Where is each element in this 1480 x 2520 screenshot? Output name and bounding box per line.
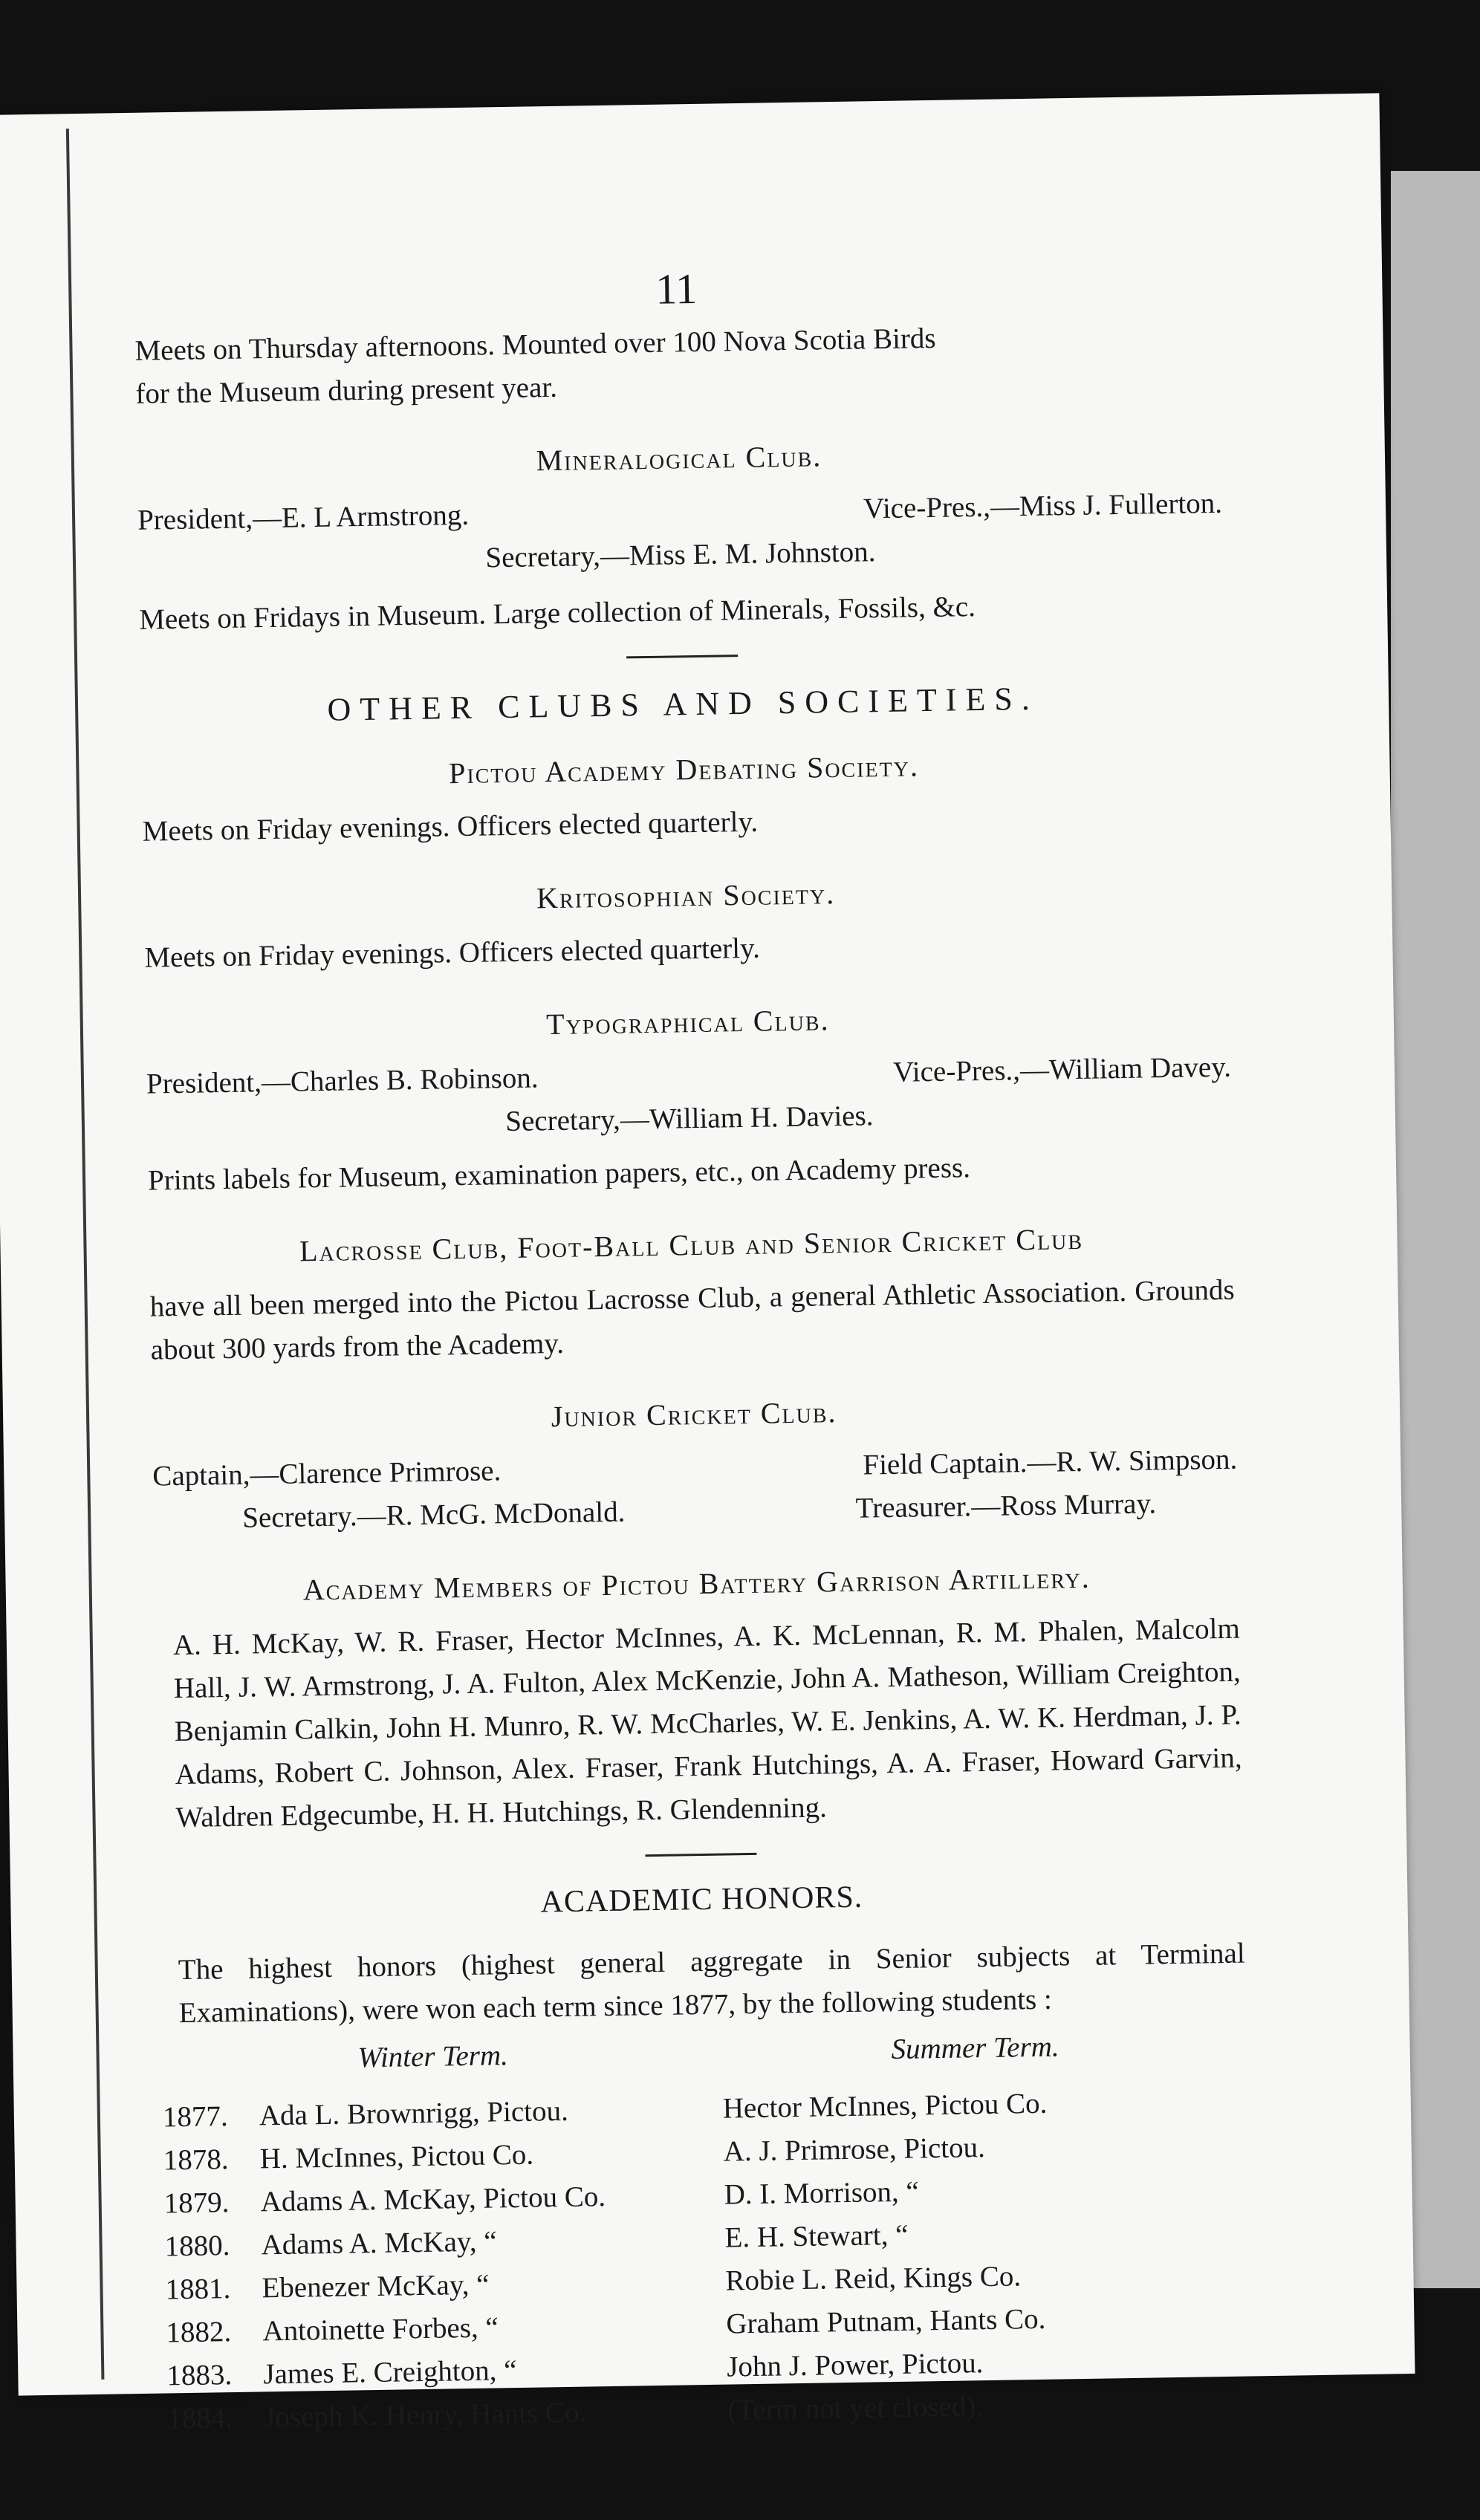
kritosophian-note: Meets on Friday evenings. Officers elected quarterly. bbox=[144, 932, 761, 974]
honor-winner: James E. Creighton, “ bbox=[263, 2354, 517, 2391]
winter-list bbox=[162, 2088, 710, 2441]
summer-honor-row: Hector McInnes, Pictou Co. bbox=[722, 2087, 1048, 2125]
summer-term-heading: Summer Term. bbox=[891, 2030, 1059, 2066]
honor-year: 1882. bbox=[166, 2316, 232, 2349]
honor-year: 1880. bbox=[164, 2230, 230, 2263]
mineralogical-vice: Vice-Pres.,—Miss J. Fullerton. bbox=[863, 487, 1223, 525]
intro-line-2: for the Museum during present year. bbox=[135, 371, 558, 410]
divider bbox=[626, 655, 738, 658]
honors-terms bbox=[161, 2023, 1252, 2441]
junior-cricket-captain: Captain,—Clarence Primrose. bbox=[152, 1455, 502, 1493]
other-clubs-title: OTHER CLUBS AND SOCIETIES. bbox=[327, 680, 1039, 728]
mineralogical-note: Meets on Fridays in Museum. Large collection of Minerals, Fossils, &c. bbox=[138, 591, 976, 636]
mineralogical-president: President,—E. L Armstrong. bbox=[137, 499, 470, 536]
summer-honor-row: A. J. Primrose, Pictou. bbox=[723, 2131, 986, 2168]
debating-note: Meets on Friday evenings. Officers elected quarterly. bbox=[142, 805, 759, 848]
typographical-heading: Typographical Club. bbox=[545, 1003, 830, 1042]
page-number: 11 bbox=[655, 264, 698, 314]
honor-year: 1878. bbox=[163, 2143, 229, 2177]
honors-title: ACADEMIC HONORS. bbox=[540, 1880, 863, 1920]
honor-winner: Adams A. McKay, “ bbox=[261, 2225, 497, 2261]
honor-year: 1879. bbox=[163, 2186, 230, 2220]
lacrosse-text: have all been merged into the Pictou Lacrosse Club, a general Athletic Association. Grounds about 300 yards from the Academy. bbox=[149, 1273, 1235, 1366]
junior-cricket-field-captain: Field Captain.—R. W. Simpson. bbox=[863, 1443, 1238, 1481]
summer-honor-row: D. I. Morrison, “ bbox=[724, 2175, 920, 2211]
junior-cricket-secretary: Secretary.—R. McG. McDonald. bbox=[241, 1496, 626, 1534]
summer-honor-row: E. H. Stewart, “ bbox=[724, 2218, 909, 2254]
junior-cricket-treasurer: Treasurer.—Ross Murray. bbox=[855, 1487, 1157, 1524]
honor-winner: H. McInnes, Pictou Co. bbox=[259, 2138, 534, 2175]
summer-honor-row: Robie L. Reid, Kings Co. bbox=[725, 2260, 1022, 2297]
artillery-heading: Academy Members of Pictou Battery Garrison Artillery. bbox=[302, 1560, 1091, 1607]
honors-intro: The highest honors (highest general aggregate in Senior subjects at Terminal Examinations), were won each term since 1877, by the following students : bbox=[178, 1937, 1245, 2030]
lacrosse-heading: Lacrosse Club, Foot-Ball Club and Senior Cricket Club bbox=[299, 1221, 1084, 1268]
intro-line-1: Meets on Thursday afternoons. Mounted over 100 Nova Scotia Birds bbox=[134, 322, 936, 367]
typographical-secretary: Secretary,—William H. Davies. bbox=[505, 1100, 874, 1138]
typographical-vice: Vice-Pres.,—William Davey. bbox=[892, 1050, 1232, 1088]
junior-cricket-heading: Junior Cricket Club. bbox=[551, 1395, 837, 1434]
winter-term-column bbox=[161, 2031, 710, 2441]
winter-term-heading: Winter Term. bbox=[357, 2039, 509, 2074]
honor-winner: Ebenezer McKay, “ bbox=[262, 2268, 490, 2305]
scanned-page bbox=[0, 93, 1415, 2435]
summer-honor-row: (Term not yet closed). bbox=[727, 2390, 984, 2426]
honor-winner: Joseph K. Henry, Hants Co. bbox=[263, 2396, 587, 2434]
artillery-text: A. H. McKay, W. R. Fraser, Hector McInnes, A. K. McLennan, R. M. Phalen, Malcolm Hall, J. W. Armstrong, J. A. Fulton, Alex McKenzie, John A. Matheson, William Creighton, Benjamin Calkin, John H. Munro, R. W. McCharles, W. E. Jenkins, A. W. K. Herdman, J. P. Adams, Robert C. Johnson, Alex. Fraser, Frank Hutchings, A. A. Fraser, Howard Garvin, Waldren Edgecumbe, H. H. Hutchings, R. Glendenning. bbox=[172, 1612, 1242, 1834]
page-content bbox=[134, 259, 1253, 2441]
typographical-president: President,—Charles B. Robinson. bbox=[146, 1062, 539, 1100]
honor-winner: Antoinette Forbes, “ bbox=[262, 2311, 499, 2348]
honor-winner: Adams A. McKay, Pictou Co. bbox=[260, 2180, 606, 2218]
honor-winner: Ada L. Brownrigg, Pictou. bbox=[259, 2094, 569, 2132]
honor-year: 1881. bbox=[165, 2273, 231, 2306]
mineralogical-secretary: Secretary,—Miss E. M. Johnston. bbox=[485, 536, 876, 574]
summer-honor-row: Graham Putnam, Hants Co. bbox=[726, 2302, 1046, 2340]
divider bbox=[645, 1853, 756, 1857]
honor-year: 1877. bbox=[162, 2100, 228, 2134]
typographical-note: Prints labels for Museum, examination papers, etc., on Academy press. bbox=[147, 1152, 971, 1197]
honor-year: 1884. bbox=[166, 2402, 233, 2435]
winter-honor-row bbox=[167, 2389, 710, 2441]
summer-term-column bbox=[704, 2023, 1252, 2432]
summer-honor-row: John J. Power, Pictou. bbox=[726, 2347, 984, 2383]
honor-year: 1883. bbox=[166, 2359, 233, 2392]
binding-edge bbox=[66, 129, 105, 2380]
kritosophian-heading: Kritosophian Society. bbox=[536, 877, 836, 915]
debating-heading: Pictou Academy Debating Society. bbox=[448, 749, 920, 790]
summer-list bbox=[704, 2079, 1252, 2432]
mineralogical-heading: Mineralogical Club. bbox=[536, 439, 822, 478]
